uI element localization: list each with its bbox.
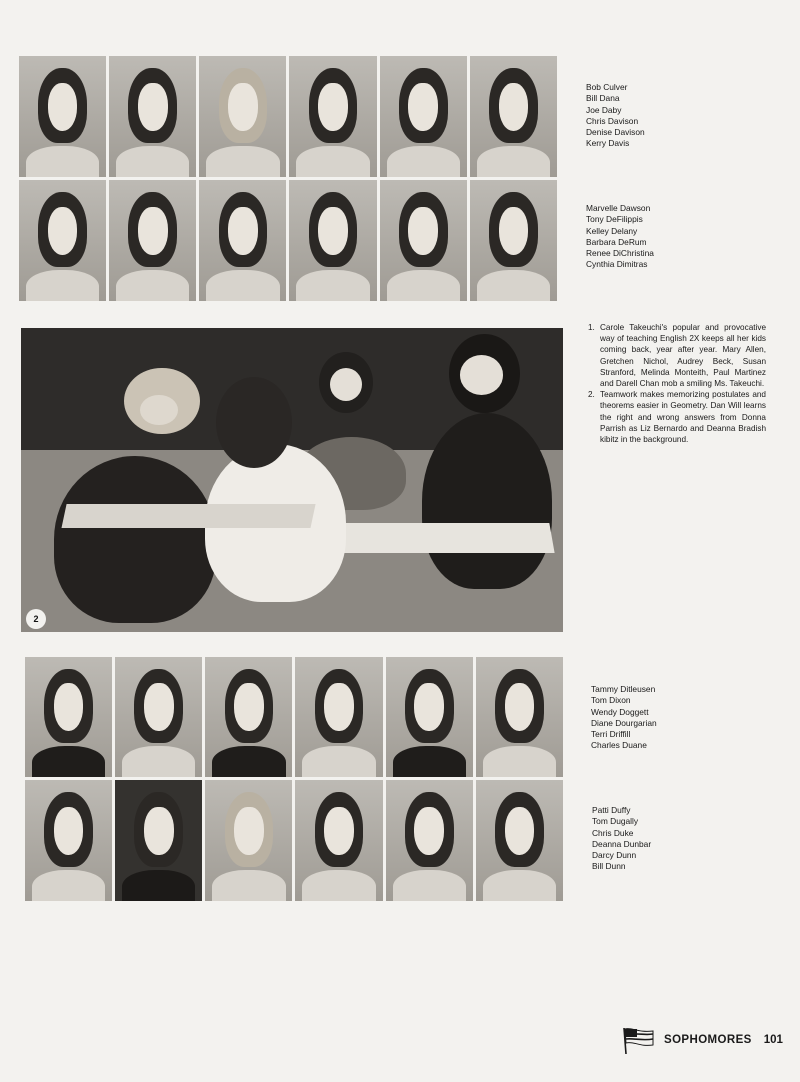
caption: [588, 389, 766, 445]
student-name: Bill Dana: [586, 93, 620, 104]
student-name: Charles Duane: [591, 740, 647, 751]
student-name: Patti Duffy: [592, 805, 631, 815]
student-name: Marvelle Dawson: [586, 203, 651, 213]
student-name: Wendy Doggett: [591, 706, 649, 717]
portrait: [205, 780, 292, 901]
caption-number: 1.: [588, 323, 595, 332]
student-name: Barbara DeRum: [586, 236, 647, 247]
portrait: [25, 780, 112, 901]
student-name: Diane Dourgarian: [591, 717, 657, 728]
portrait: [25, 657, 112, 777]
portrait: [289, 56, 376, 177]
student-name: Tony DeFilippis: [586, 214, 643, 225]
student-name: Kelley Delany: [586, 225, 638, 236]
student-name: Denise Davison: [586, 127, 645, 138]
page-number: 101: [763, 1034, 783, 1046]
student-name: Darcy Dunn: [592, 850, 637, 861]
portrait-grid-2: [25, 657, 563, 901]
caption: [588, 322, 766, 389]
caption-number: 2.: [588, 390, 595, 400]
portrait: [476, 657, 563, 777]
student-name: Renee DiChristina: [586, 248, 654, 259]
portrait-grid-1: [19, 56, 557, 301]
portrait: [19, 180, 106, 301]
portrait: [19, 56, 106, 177]
portrait: [470, 180, 557, 301]
student-name: Chris Duke: [592, 827, 634, 838]
portrait: [205, 657, 292, 777]
name-list: [586, 203, 654, 271]
portrait: [115, 657, 202, 777]
portrait: [109, 180, 196, 301]
student-name: Tom Dugally: [592, 816, 639, 827]
portrait: [295, 780, 382, 901]
student-name: Cynthia Dimitras: [586, 259, 648, 270]
student-name: Tammy Ditleusen: [591, 684, 656, 694]
portrait: [386, 780, 473, 901]
flag-icon: [620, 1025, 656, 1055]
portrait: [109, 56, 196, 177]
student-name: Kerry Davis: [586, 138, 630, 149]
portrait: [289, 180, 376, 301]
name-list: [592, 805, 651, 873]
section-title: SOPHOMORES: [664, 1034, 752, 1046]
student-name: Terri Driffill: [591, 729, 631, 740]
portrait: [470, 56, 557, 177]
portrait: [476, 780, 563, 901]
portrait: [199, 180, 286, 301]
student-name: Bill Dunn: [592, 861, 626, 872]
portrait: [295, 657, 382, 777]
page-footer: [620, 1024, 783, 1056]
portrait: [380, 56, 467, 177]
student-name: Chris Davison: [586, 115, 639, 126]
student-name: Deanna Dunbar: [592, 838, 652, 849]
portrait: [199, 56, 286, 177]
photo-captions: [588, 322, 766, 445]
portrait: [380, 180, 467, 301]
portrait: [115, 780, 202, 901]
portrait: [386, 657, 473, 777]
name-list: [591, 684, 657, 752]
caption-text: Teamwork makes memorizing postulates and theorems easier in Geometry. Dan Will learns the right and wrong answers from Donna Parrish as Liz Bernardo and Deanna Bradish kibitz in the background.: [600, 390, 766, 445]
classroom-photo: [21, 328, 563, 632]
name-list: [586, 82, 645, 150]
caption-text: Carole Takeuchi's popular and provocative way of teaching English 2X keeps all her kids coming back, year after year. Mary Allen, Gretchen Nichol, Audrey Beck, Susan Stranford, Melinda Monteith, Paul Martinez and Darell Chan mob a smiling Ms. Takeuchi.: [600, 323, 766, 389]
student-name: Bob Culver: [586, 82, 628, 92]
photo-number-badge: 2: [26, 609, 46, 629]
student-name: Tom Dixon: [591, 695, 631, 706]
student-name: Joe Daby: [586, 104, 622, 115]
